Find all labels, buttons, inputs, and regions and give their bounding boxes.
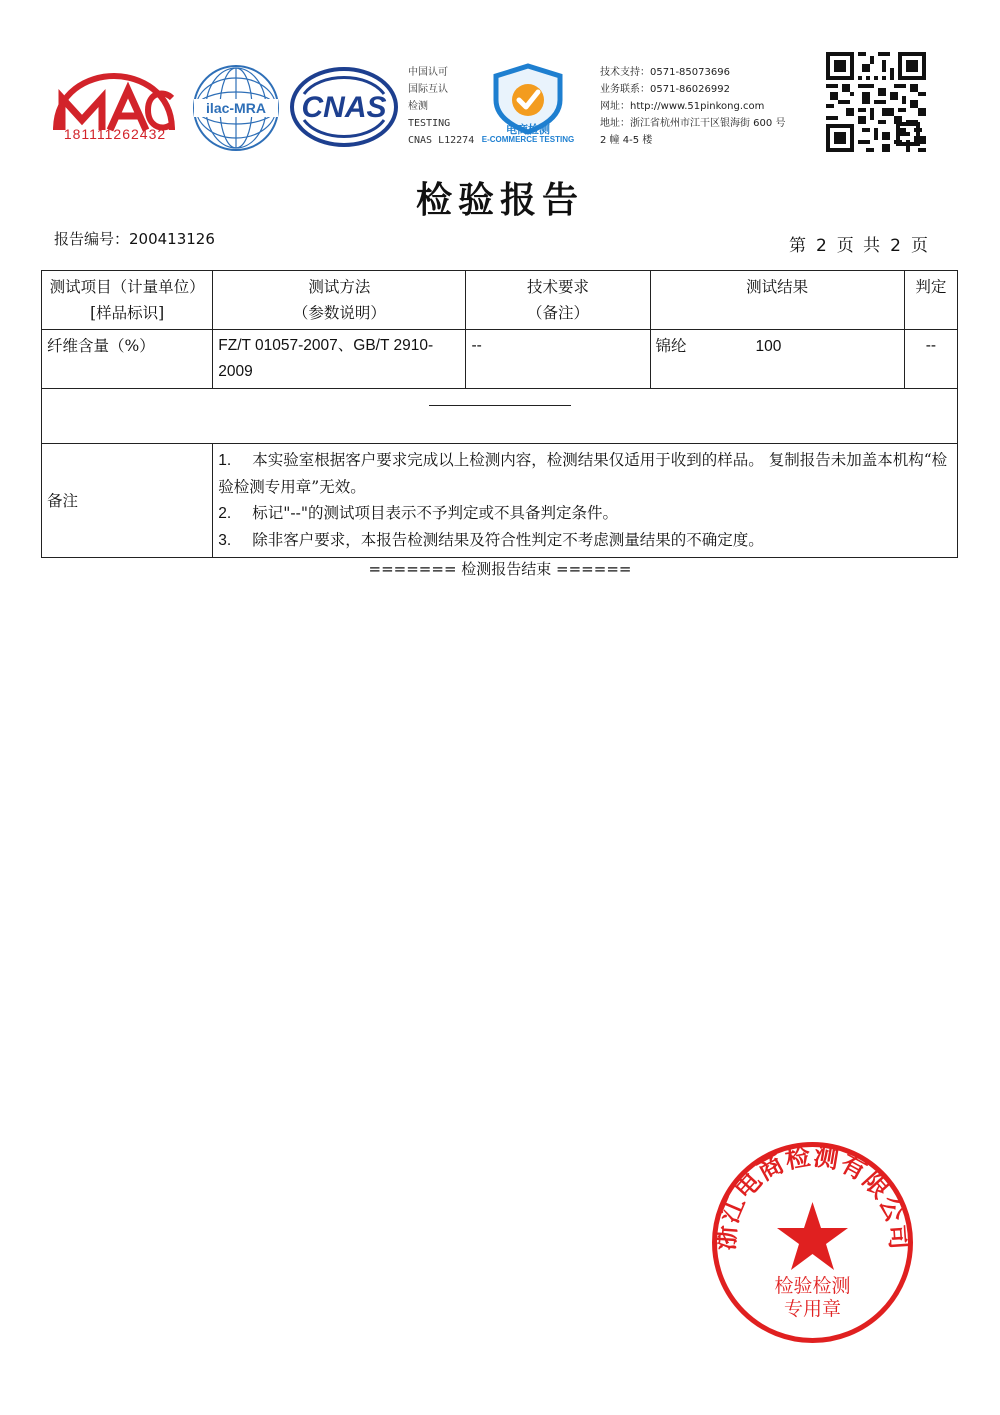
page-prefix: 第 — [788, 236, 808, 256]
cma-certificate-number: 181111262432 — [63, 126, 167, 142]
page-mid: 页 共 — [836, 236, 883, 256]
ecommerce-testing-title: 电商检测 — [506, 123, 550, 136]
tech-support-line: 技术支持：0571-85073696 — [600, 67, 730, 78]
remark-item — [218, 447, 952, 500]
ecommerce-testing-subtitle: E-COMMERCE TESTING — [481, 135, 575, 144]
website-line: 网址：http://www.51pinkong.com — [600, 101, 765, 112]
table-row — [42, 330, 958, 389]
remark-text: 除非客户要求，本报告检测结果及符合性判定不考虑测量结果的不确定度。 — [252, 531, 764, 549]
header-result-label: 测试结果 — [746, 278, 809, 296]
cnas-text: CNAS — [301, 91, 387, 124]
cell-requirement: -- — [466, 330, 650, 389]
remark-text: 标记"--"的测试项目表示不予判定或不具备判定条件。 — [252, 504, 619, 522]
page-total: 2 — [890, 236, 903, 256]
blank-cell — [42, 389, 958, 444]
ilac-mra-logo — [192, 64, 280, 152]
cert-line: CNAS L12274 — [408, 135, 475, 146]
cnas-logo — [290, 66, 398, 148]
report-end-marker: ======= 检测报告结束 ====== — [368, 560, 632, 578]
header-item — [42, 271, 213, 330]
remarks-content — [213, 444, 958, 558]
header-requirement — [466, 271, 650, 330]
blank-row — [42, 389, 958, 444]
result-label: 锦纶 — [655, 337, 687, 355]
header-judgement-label: 判定 — [915, 278, 947, 296]
remarks-label: 备注 — [42, 444, 213, 558]
header-item-label: 测试项目（计量单位） — [49, 278, 205, 296]
seal-line-2: 专用章 — [783, 1298, 842, 1320]
report-title: 检验报告 — [415, 180, 584, 221]
cell-result — [650, 330, 904, 389]
report-number: 报告编号：200413126 — [54, 230, 215, 248]
remark-item — [218, 500, 952, 527]
address-line: 地址：浙江省杭州市江干区银海街 600 号 — [600, 118, 786, 129]
cert-line: 国际互认 — [408, 84, 448, 95]
ilac-text: ilac-MRA — [206, 100, 266, 116]
accreditation-text — [408, 64, 474, 149]
header-item-sub: [样品标识] — [90, 304, 165, 322]
seal-line-1: 检验检测 — [774, 1275, 851, 1297]
remark-item — [218, 527, 952, 554]
blank-divider — [429, 405, 571, 406]
remark-number: 3. — [218, 532, 232, 549]
header-result — [650, 271, 904, 330]
address-line-2: 2 幢 4-5 楼 — [600, 135, 653, 146]
star-icon — [777, 1202, 848, 1270]
header-judgement — [904, 271, 957, 330]
header-requirement-label: 技术要求 — [527, 278, 590, 296]
page-current: 2 — [815, 236, 829, 256]
official-seal-stamp — [710, 1140, 915, 1345]
business-contact-line: 业务联系：0571-86026992 — [600, 84, 730, 95]
header-method-label: 测试方法 — [308, 278, 371, 296]
page-suffix: 页 — [911, 236, 930, 256]
header-method — [213, 271, 466, 330]
remark-number: 1. — [218, 452, 232, 469]
header-requirement-sub: （备注） — [527, 304, 590, 322]
cell-item: 纤维含量（%） — [42, 330, 213, 389]
cert-line: 中国认可 — [408, 67, 448, 78]
result-value: 100 — [755, 338, 782, 355]
seal-company-name: 浙江电商检测有限公司 — [710, 1141, 915, 1252]
qr-code-icon — [826, 52, 926, 152]
cert-line: 检测 — [408, 101, 428, 112]
page-indicator — [785, 231, 934, 256]
table-header-row — [42, 271, 958, 330]
remark-text: 本实验室根据客户要求完成以上检测内容，检测结果仅适用于收到的样品。 复制报告未加盖本机构“检验检测专用章”无效。 — [218, 451, 948, 496]
cert-line: TESTING — [408, 118, 451, 129]
remark-number: 2. — [218, 505, 232, 522]
cell-method: FZ/T 01057-2007、GB/T 2910-2009 — [213, 330, 466, 389]
remarks-row — [42, 444, 958, 558]
header-method-sub: （参数说明） — [292, 304, 386, 322]
contact-info — [600, 64, 785, 149]
test-results-table — [41, 270, 958, 558]
cell-judgement: -- — [904, 330, 957, 389]
